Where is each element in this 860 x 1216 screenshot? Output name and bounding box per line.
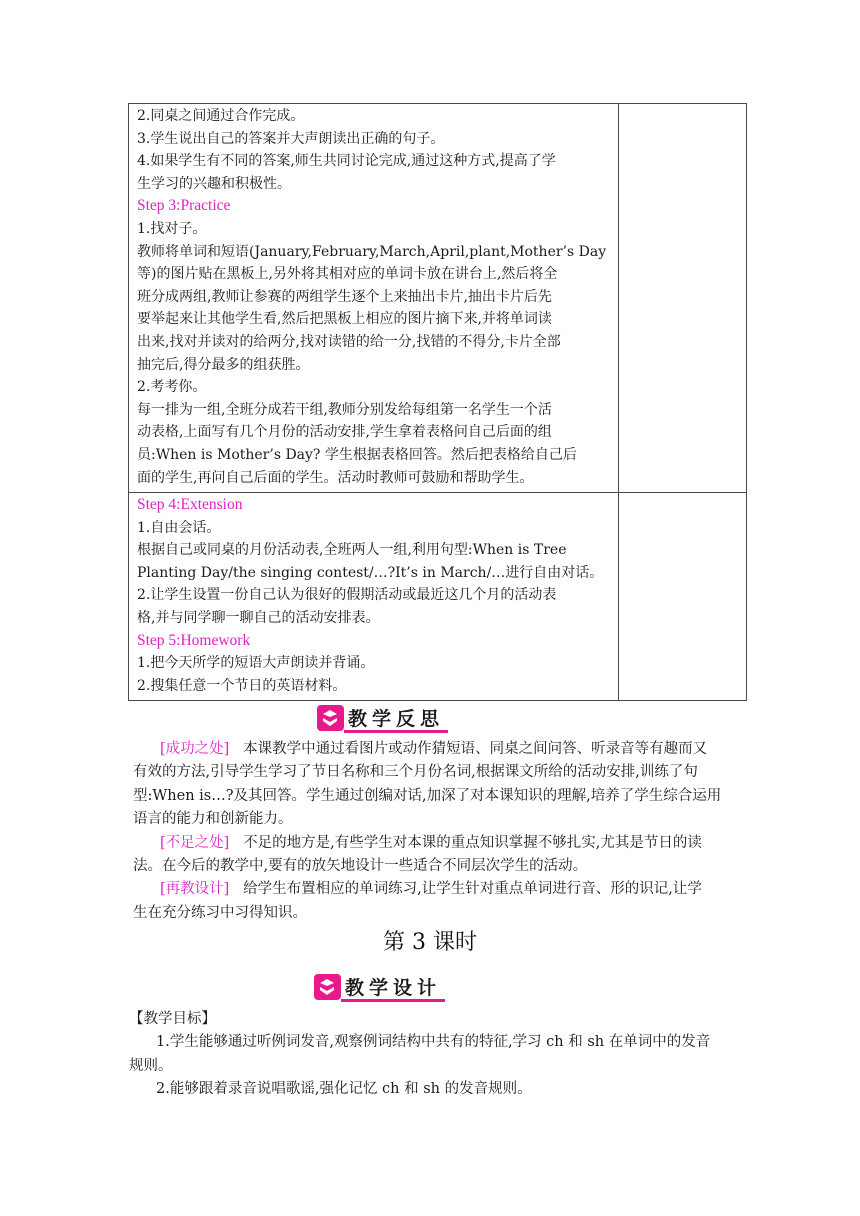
redesign-tag: [再教设计] — [160, 881, 230, 898]
text-line: 1.自由会话。 — [137, 519, 221, 536]
reflection-banner — [317, 703, 451, 733]
goals-section — [129, 1008, 729, 1102]
banner-underline — [341, 999, 445, 1002]
text-line: 4.如果学生有不同的答案,师生共同讨论完成,通过这种方式,提高了学 — [137, 153, 556, 170]
text-line: 语言的能力和创新能力。 — [133, 811, 293, 828]
banner-underline — [344, 730, 448, 733]
text-line: 2.同桌之间通过合作完成。 — [137, 108, 305, 124]
text-line: 生学习的兴趣和积极性。 — [137, 175, 291, 192]
banner-title: 教学反思 — [348, 708, 445, 730]
text-line: 教师将单词和短语(January,February,March,April,plant,Mother’s Day — [137, 243, 607, 260]
text-line: 有效的方法,引导学生学习了节日名称和三个月份名词,根据课文所给的活动安排,训练了句 — [133, 764, 698, 781]
text-line: 2.让学生设置一份自己认为很好的假期活动或最近这几个月的活动表 — [137, 587, 557, 604]
design-banner — [314, 972, 448, 1002]
text-line: 不足的地方是,有些学生对本课的重点知识掌握不够扎实,尤其是节日的读 — [243, 834, 702, 851]
success-tag: [成功之处] — [160, 741, 230, 757]
step-heading: Step 5:Homework — [137, 631, 251, 649]
text-line: 每一排为一组,全班分成若干组,教师分别发给每组第一名学生一个活 — [137, 401, 552, 418]
text-line: 出来,找对并读对的给两分,找对读错的给一分,找错的不得分,卡片全部 — [137, 333, 561, 350]
notes-cell — [619, 104, 747, 493]
text-line: 1.找对子。 — [137, 220, 207, 237]
banner-title: 教学设计 — [345, 977, 442, 999]
table-row — [129, 493, 747, 701]
text-line: 格,并与同学聊一聊自己的活动安排表。 — [137, 610, 380, 627]
text-line: Planting Day/the singing contest/…?It’s in March/…进行自由对话。 — [137, 564, 604, 581]
text-line: 法。在今后的教学中,要有的放矢地设计一些适合不同层次学生的活动。 — [133, 858, 588, 875]
text-line: 规则。 — [129, 1057, 173, 1074]
text-line: 3.学生说出自己的答案并大声朗读出正确的句子。 — [137, 130, 445, 147]
table-row — [129, 104, 747, 493]
goals-heading: 【教学目标】 — [129, 1011, 216, 1027]
text-line: 要举起来让其他学生看,然后把黑板上相应的图片摘下来,并将单词读 — [137, 311, 552, 328]
section-logo-icon — [314, 974, 341, 1000]
text-line: 2.能够跟着录音说唱歌谣,强化记忆 ch 和 sh 的发音规则。 — [156, 1081, 532, 1098]
text-line: 给学生布置相应的单词练习,让学生针对重点单词进行音、形的识记,让学 — [243, 881, 702, 898]
text-line: 本课教学中通过看图片或动作猜短语、同桌之间问答、听录音等有趣而又 — [243, 741, 708, 757]
text-line: 2.搜集任意一个节日的英语材料。 — [137, 677, 347, 694]
text-line: 生在充分练习中习得知识。 — [133, 904, 307, 921]
reflection-body — [133, 738, 733, 925]
text-line: 1.学生能够通过听例词发音,观察例词结构中共有的特征,学习 ch 和 sh 在单词中的发音 — [156, 1034, 711, 1051]
text-line: 2.考考你。 — [137, 379, 207, 396]
text-line: 班分成两组,教师让参赛的两组学生逐个上来抽出卡片,抽出卡片后先 — [137, 288, 552, 305]
notes-cell — [619, 493, 747, 701]
text-line: 抽完后,得分最多的组获胜。 — [137, 356, 310, 373]
lesson-title: 第 3 课时 — [383, 930, 477, 955]
lesson-procedure-table — [128, 103, 747, 701]
text-line: 根据自己或同桌的月份活动表,全班两人一组,利用句型:When is Tree — [137, 542, 567, 559]
text-line: 动表格,上面写有几个月份的活动安排,学生拿着表格问自己后面的组 — [137, 424, 552, 441]
text-line: 1.把今天所学的短语大声朗读并背诵。 — [137, 655, 375, 672]
text-line: 员:When is Mother’s Day? 学生根据表格回答。然后把表格给自己后 — [137, 446, 577, 463]
step-heading: Step 4:Extension — [137, 496, 243, 514]
step-heading: Step 3:Practice — [137, 197, 231, 215]
procedure-cell — [129, 493, 619, 701]
text-line: 面的学生,再问自己后面的学生。活动时教师可鼓励和帮助学生。 — [137, 469, 534, 486]
text-line: 等)的图片贴在黑板上,另外将其相对应的单词卡放在讲台上,然后将全 — [137, 266, 558, 283]
text-line: 型:When is…?及其回答。学生通过创编对话,加深了对本课知识的理解,培养了学生综合运用 — [133, 787, 722, 804]
weak-tag: [不足之处] — [160, 834, 230, 851]
procedure-cell — [129, 104, 619, 493]
section-logo-icon — [317, 705, 344, 731]
